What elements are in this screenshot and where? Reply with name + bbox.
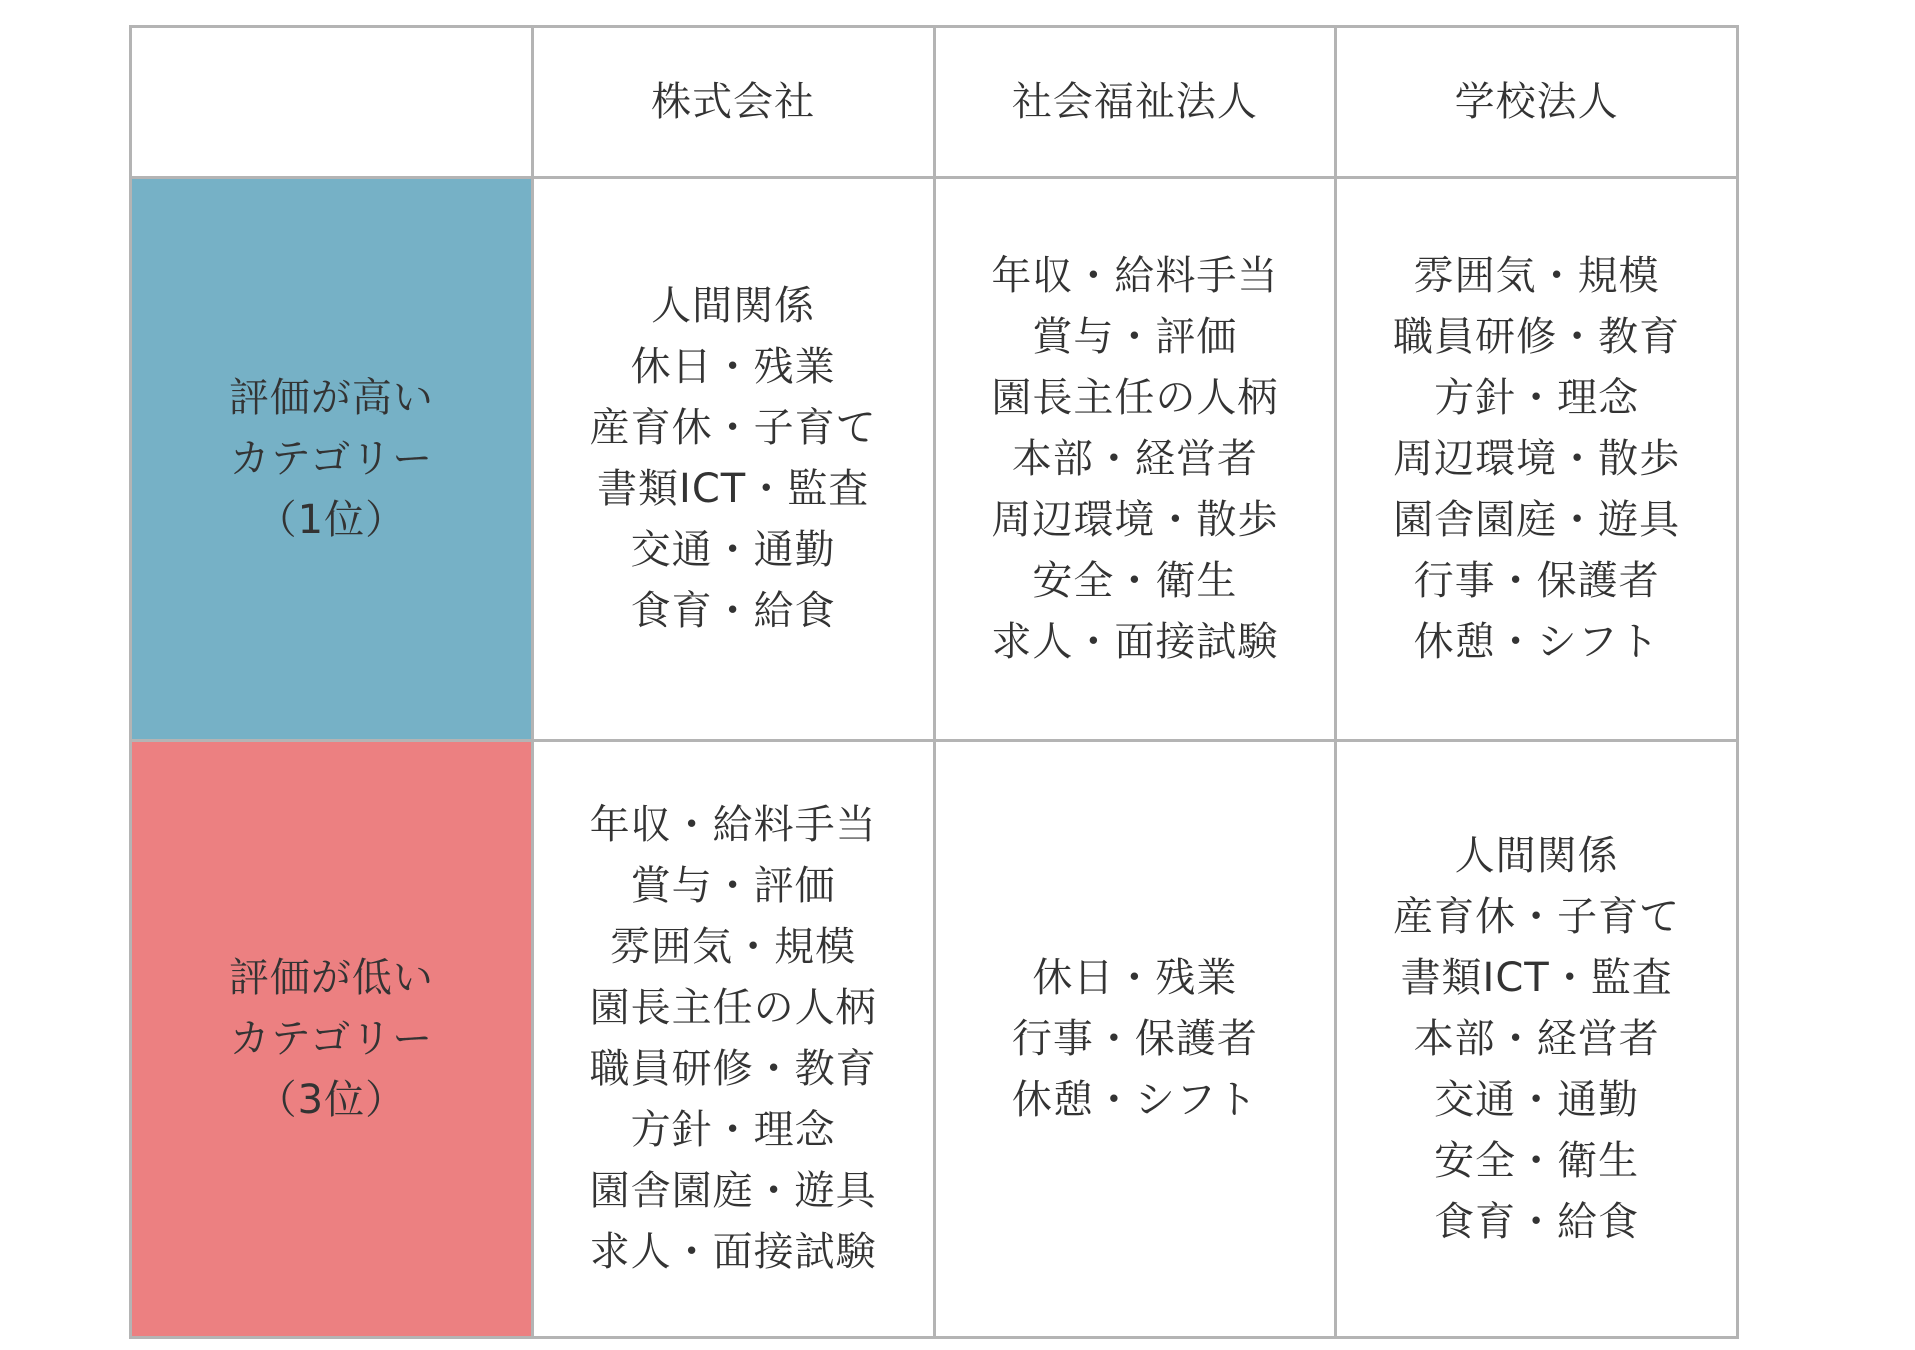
category-item: 園舎園庭・遊具 bbox=[589, 1168, 877, 1214]
category-item: 安全・衛生 bbox=[1032, 557, 1238, 604]
category-item: 書類ICT・監査 bbox=[1400, 954, 1673, 1001]
category-item: 本部・経営者 bbox=[1011, 435, 1258, 482]
category-item: 本部・経営者 bbox=[1413, 1015, 1660, 1062]
high-rating-row bbox=[131, 178, 1738, 741]
row-label-line: カテゴリー bbox=[229, 1015, 434, 1062]
category-item: 賞与・評価 bbox=[1032, 313, 1238, 360]
category-item: 雰囲気・規模 bbox=[610, 924, 857, 970]
column-header-kabushiki: 株式会社 bbox=[532, 27, 934, 178]
category-item: 求人・面接試験 bbox=[991, 618, 1279, 665]
category-item: 人間関係 bbox=[651, 283, 816, 329]
category-comparison-table bbox=[129, 25, 1739, 1339]
high-rating-label-cell bbox=[131, 178, 533, 741]
category-item: 休日・残業 bbox=[1032, 954, 1238, 1001]
category-item: 交通・通勤 bbox=[1434, 1076, 1640, 1123]
category-item: 園長主任の人柄 bbox=[589, 985, 877, 1031]
low-rating-row bbox=[131, 741, 1738, 1338]
low-kabushiki-cell bbox=[532, 741, 934, 1338]
category-item: 書類ICT・監査 bbox=[597, 466, 870, 512]
category-item: 方針・理念 bbox=[1434, 374, 1640, 421]
category-item: 雰囲気・規模 bbox=[1413, 252, 1660, 299]
category-item: 職員研修・教育 bbox=[1393, 313, 1681, 360]
category-item: 休憩・シフト bbox=[1413, 618, 1660, 665]
category-item: 園長主任の人柄 bbox=[991, 374, 1279, 421]
row-label-line: 評価が低い bbox=[228, 954, 434, 1001]
category-item: 年収・給料手当 bbox=[991, 252, 1279, 299]
category-item: 安全・衛生 bbox=[1434, 1137, 1640, 1184]
header-row bbox=[131, 27, 1738, 178]
category-item: 職員研修・教育 bbox=[589, 1046, 877, 1092]
category-item: 行事・保護者 bbox=[1413, 557, 1660, 604]
row-label-line: （3位） bbox=[256, 1076, 407, 1123]
column-header-gakko: 学校法人 bbox=[1336, 27, 1738, 178]
low-rating-label-cell bbox=[131, 741, 533, 1338]
category-item: 交通・通勤 bbox=[630, 527, 836, 573]
category-item: 園舎園庭・遊具 bbox=[1393, 496, 1681, 543]
category-item: 年収・給料手当 bbox=[589, 802, 877, 848]
category-item: 求人・面接試験 bbox=[589, 1229, 877, 1275]
category-item: 食育・給食 bbox=[1434, 1198, 1640, 1245]
row-label-line: カテゴリー bbox=[229, 435, 434, 482]
category-item: 行事・保護者 bbox=[1011, 1015, 1258, 1062]
row-label-line: （1位） bbox=[256, 496, 407, 543]
category-item: 休憩・シフト bbox=[1011, 1076, 1258, 1123]
category-item: 周辺環境・散歩 bbox=[1393, 435, 1681, 482]
category-item: 賞与・評価 bbox=[630, 863, 836, 909]
category-item: 産育休・子育て bbox=[1393, 893, 1681, 940]
category-item: 周辺環境・散歩 bbox=[991, 496, 1279, 543]
category-item: 人間関係 bbox=[1454, 832, 1619, 879]
column-header-shakai-fukushi: 社会福祉法人 bbox=[934, 27, 1336, 178]
corner-cell bbox=[131, 27, 533, 178]
category-item: 方針・理念 bbox=[630, 1107, 836, 1153]
low-gakko-cell bbox=[1336, 741, 1738, 1338]
low-shakai-fukushi-cell bbox=[934, 741, 1336, 1338]
high-shakai-fukushi-cell bbox=[934, 178, 1336, 741]
category-item: 休日・残業 bbox=[630, 344, 836, 390]
category-item: 食育・給食 bbox=[630, 588, 836, 634]
row-label-line: 評価が高い bbox=[228, 374, 434, 421]
high-kabushiki-cell bbox=[532, 178, 934, 741]
high-gakko-cell bbox=[1336, 178, 1738, 741]
category-item: 産育休・子育て bbox=[589, 405, 877, 451]
